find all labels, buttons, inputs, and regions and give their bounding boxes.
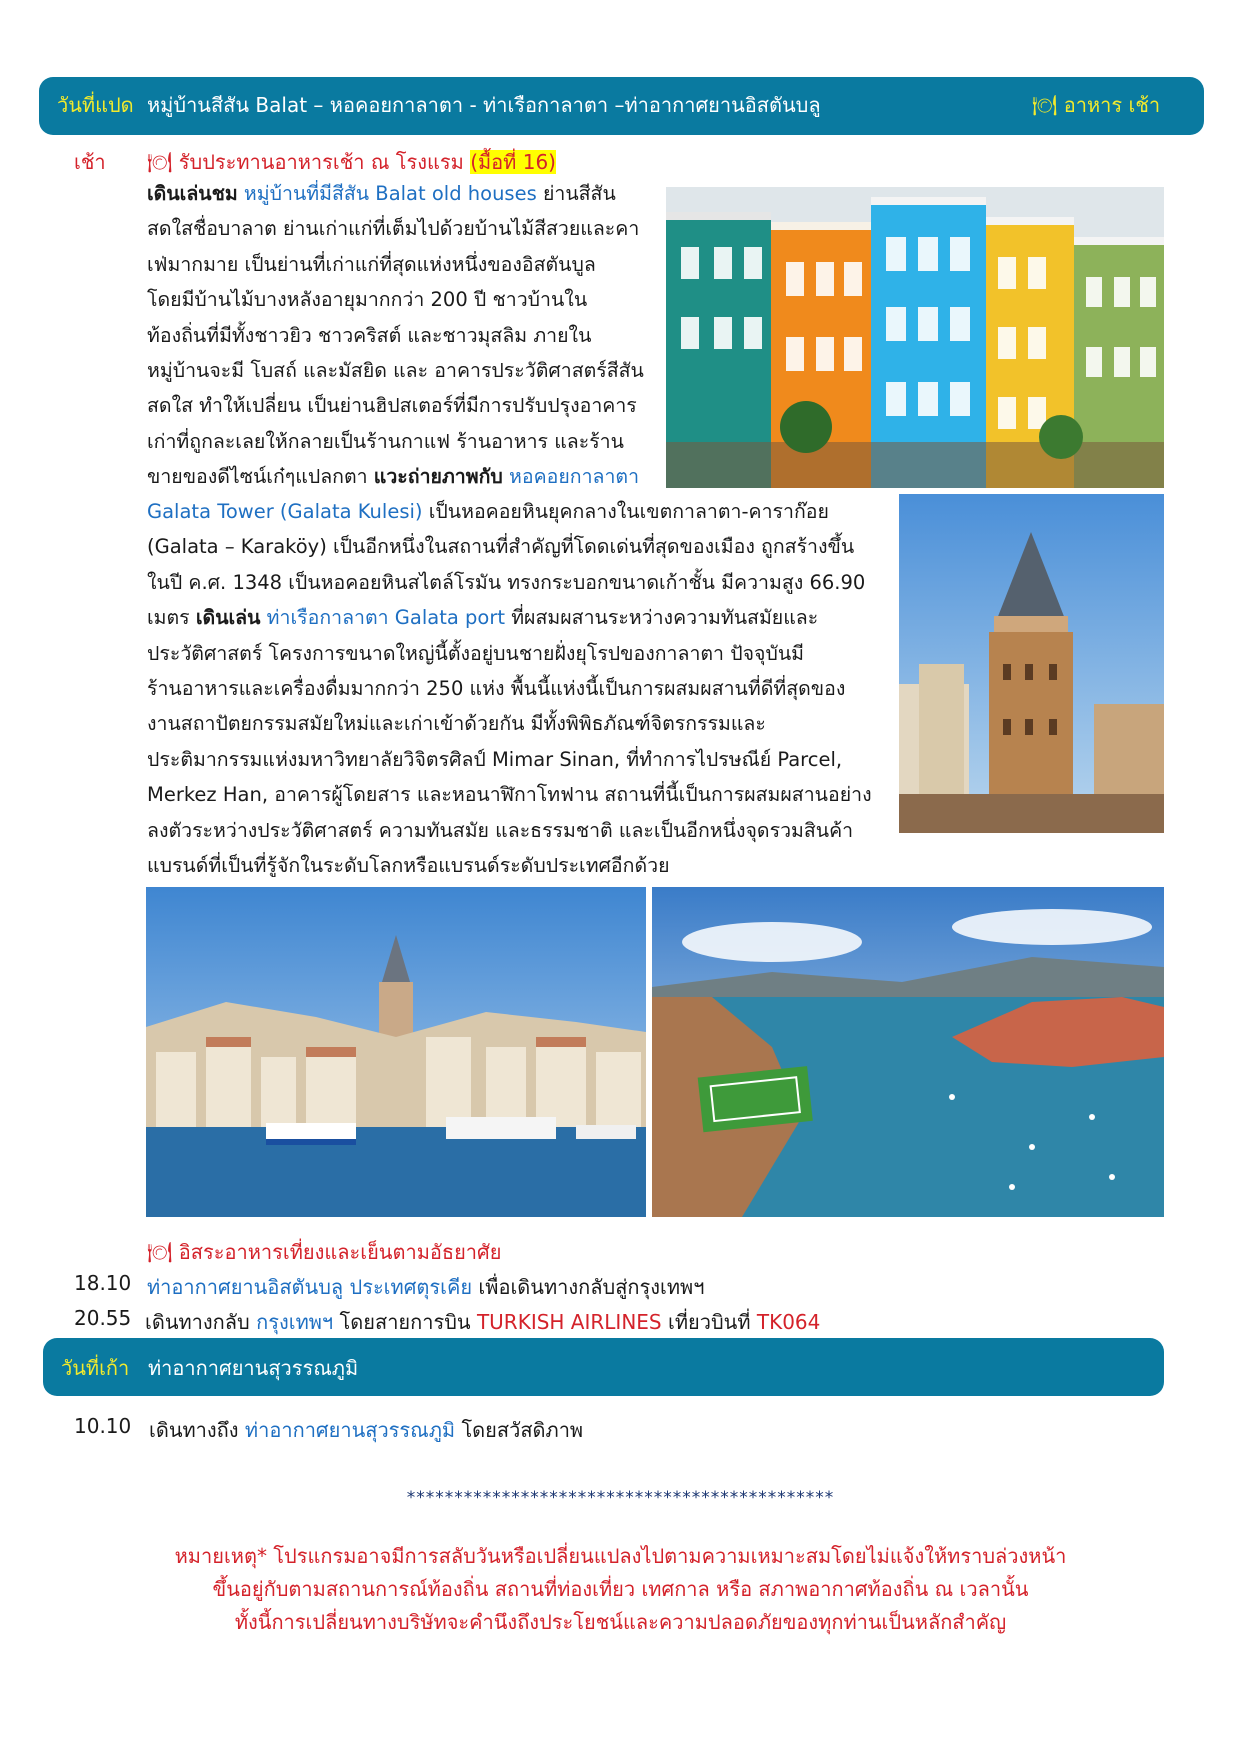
- text-line: เมตร เดินเล่น ท่าเรือกาลาตา Galata port ที่ผสมผสานระหว่างความทันสมัยและ: [147, 606, 819, 630]
- text-line: หมู่บ้านจะมี โบสถ์ และมัสยิด และ อาคารประวัติศาสตร์สีสัน: [147, 359, 644, 383]
- text-line: สดใสชื่อบาลาต ย่านเก่าแก่ที่เต็มไปด้วยบ้านไม้สีสวยและคา: [147, 217, 640, 241]
- remark-line: ขึ้นอยู่กับตามสถานการณ์ท้องถิ่น สถานที่ท่องเที่ยว เทศกาล หรือ สภาพอากาศท้องถิ่น ณ เวลานั้น: [212, 1577, 1029, 1601]
- text-line: เฟ่มากมาย เป็นย่านที่เก่าแก่ที่สุดแห่งหนึ่งของอิสตันบูล: [147, 252, 596, 276]
- balat-paragraph: [147, 176, 647, 495]
- meal-icon: 🍽: [147, 150, 173, 174]
- text-line: ร้านอาหารและเครื่องดื่มมากกว่า 250 แห่ง พื้นนี้แห่งนี้เป็นการผสมผสานที่ดีที่สุดของ: [147, 677, 846, 701]
- day9-header-bar: [43, 1338, 1164, 1396]
- text-line: เก่าที่ถูกละเลยให้กลายเป็นร้านกาแฟ ร้านอาหาร และร้าน: [147, 429, 624, 453]
- text-line: ขายของดีไซน์เก๋ๆแปลกตา แวะถ่ายภาพกับ หอคอยกาลาตา: [147, 465, 640, 489]
- istanbul-airport-link[interactable]: ท่าอากาศยานอิสตันบลู ประเทศตุรเคีย: [147, 1275, 473, 1299]
- day9-label: วันที่เก้า: [61, 1356, 130, 1380]
- breakfast-text: รับประทานอาหารเช้า ณ โรงแรม: [178, 150, 464, 174]
- text-line: โดยมีบ้านไม้บางหลังอายุมากกว่า 200 ปี ชาวบ้านใน: [147, 288, 588, 312]
- galata-paragraph: [147, 494, 887, 883]
- text-line: ท้องถิ่นที่มีทั้งชาวยิว ชาวคริสต์ และชาวมุสลิม ภายใน: [147, 323, 592, 347]
- suvarnabhumi-link[interactable]: ท่าอากาศยานสุวรรณภูมิ: [244, 1418, 456, 1442]
- remark-line: หมายเหตุ* โปรแกรมอาจมีการสลับวันหรือเปลี่ยนแปลงไปตามความเหมาะสมโดยไม่แจ้งให้ทราบล่วงหน้า: [174, 1544, 1067, 1568]
- free-meal-row: [147, 1236, 647, 1266]
- text-line: สดใส ทำให้เปลี่ยน เป็นย่านฮิปสเตอร์ที่มีการปรับปรุงอาคาร: [147, 394, 637, 418]
- schedule-text: เดินทางกลับ กรุงเทพฯ โดยสายการบิน TURKISH AIRLINES เที่ยวบินที่ TK064: [145, 1310, 821, 1334]
- galata-tower-link[interactable]: หอคอยกาลาตา: [509, 465, 640, 489]
- schedule-row-1810: [74, 1271, 974, 1301]
- meal-icon: 🍽: [147, 1240, 173, 1264]
- star-divider: *********************************************: [406, 1488, 835, 1508]
- remark-line: ทั้งนี้การเปลี่ยนทางบริษัทจะคำนึงถึงประโยชน์และความปลอดภัยของทุกท่านเป็นหลักสำคัญ: [234, 1610, 1007, 1634]
- schedule-row-2055: [74, 1306, 974, 1336]
- balat-houses-photo: [666, 187, 1164, 488]
- morning-row: [74, 146, 774, 178]
- airline-name: TURKISH AIRLINES: [476, 1310, 662, 1334]
- bangkok-link[interactable]: กรุงเทพฯ: [256, 1310, 334, 1334]
- galata-tower-name-link[interactable]: Galata Tower (Galata Kulesi): [147, 500, 423, 523]
- remark-note: [0, 1540, 1241, 1639]
- text-line: Galata Tower (Galata Kulesi) เป็นหอคอยหินยุคกลางในเขตกาลาตา-คาราก๊อย: [147, 500, 829, 523]
- time-1010: 10.10: [74, 1414, 132, 1438]
- schedule-row-1010: [74, 1414, 974, 1444]
- istanbul-skyline-photo: [146, 887, 646, 1217]
- day8-title: หมู่บ้านสีสัน Balat – หอคอยกาลาตา - ท่าเรือกาลาตา –ท่าอากาศยานอิสตันบลู: [147, 93, 821, 117]
- time-1810: 18.10: [74, 1271, 132, 1295]
- schedule-text: ท่าอากาศยานอิสตันบลู ประเทศตุรเคีย เพื่อเดินทางกลับสู่กรุงเทพฯ: [147, 1275, 705, 1299]
- text-line: แบรนด์ที่เป็นที่รู้จักในระดับโลกหรือแบรนด์ระดับประเทศอีกด้วย: [147, 854, 670, 878]
- meal-icon: 🍽: [1032, 93, 1058, 117]
- flight-number: TK064: [756, 1310, 821, 1334]
- text-line: งานสถาปัตยกรรมสมัยใหม่และเก่าเข้าด้วยกัน มีทั้งพิพิธภัณฑ์จิตรกรรมและ: [147, 712, 766, 736]
- text-line: ประวัติศาสตร์ โครงการขนาดใหญ่นี้ตั้งอยู่บนชายฝั่งยุโรปของกาลาตา ปัจจุบันมี: [147, 641, 805, 665]
- text-line: ประติมากรรมแห่งมหาวิทยาลัยวิจิตรศิลป์ Mimar Sinan, ที่ทำการไปรษณีย์ Parcel,: [147, 747, 843, 771]
- day8-meal-text: อาหาร เช้า: [1063, 93, 1161, 117]
- text-line: (Galata – Karaköy) เป็นอีกหนึ่งในสถานที่สำคัญที่โดดเด่นที่สุดของเมือง ถูกสร้างขึ้น: [147, 535, 855, 559]
- morning-breakfast: [147, 146, 556, 178]
- meal-number-badge: (มื้อที่ 16): [470, 150, 556, 174]
- morning-label: เช้า: [74, 150, 106, 174]
- day8-label: วันที่แปด: [57, 93, 134, 117]
- free-meal-text: อิสระอาหารเที่ยงและเย็นตามอัธยาศัย: [178, 1240, 502, 1264]
- galata-tower-photo: [899, 494, 1164, 833]
- text-line: ลงตัวระหว่างประวัติศาสตร์ ความทันสมัย และธรรมชาติ และเป็นอีกหนึ่งจุดรวมสินค้า: [147, 818, 854, 842]
- text-line: เดินเล่นชม หมู่บ้านที่มีสีสัน Balat old houses ย่านสีสัน: [147, 182, 616, 205]
- aerial-bay-photo: [652, 887, 1164, 1217]
- day8-header-bar: [39, 77, 1204, 135]
- time-2055: 20.55: [74, 1306, 132, 1330]
- text-line: ในปี ค.ศ. 1348 เป็นหอคอยหินสไตล์โรมัน ทรงกระบอกขนาดเก้าชั้น มีความสูง 66.90: [147, 570, 866, 594]
- schedule-text: เดินทางถึง ท่าอากาศยานสุวรรณภูมิ โดยสวัสดิภาพ: [149, 1418, 584, 1442]
- day9-title: ท่าอากาศยานสุวรรณภูมิ: [148, 1356, 359, 1380]
- day8-meal: [1032, 89, 1160, 121]
- text-line: Merkez Han, อาคารผู้โดยสาร และหอนาฬิกาโทฟาน สถานที่นี้เป็นการผสมผสานอย่าง: [147, 783, 872, 807]
- galata-port-link[interactable]: ท่าเรือกาลาตา Galata port: [266, 606, 505, 630]
- balat-link[interactable]: หมู่บ้านที่มีสีสัน Balat old houses: [243, 182, 537, 205]
